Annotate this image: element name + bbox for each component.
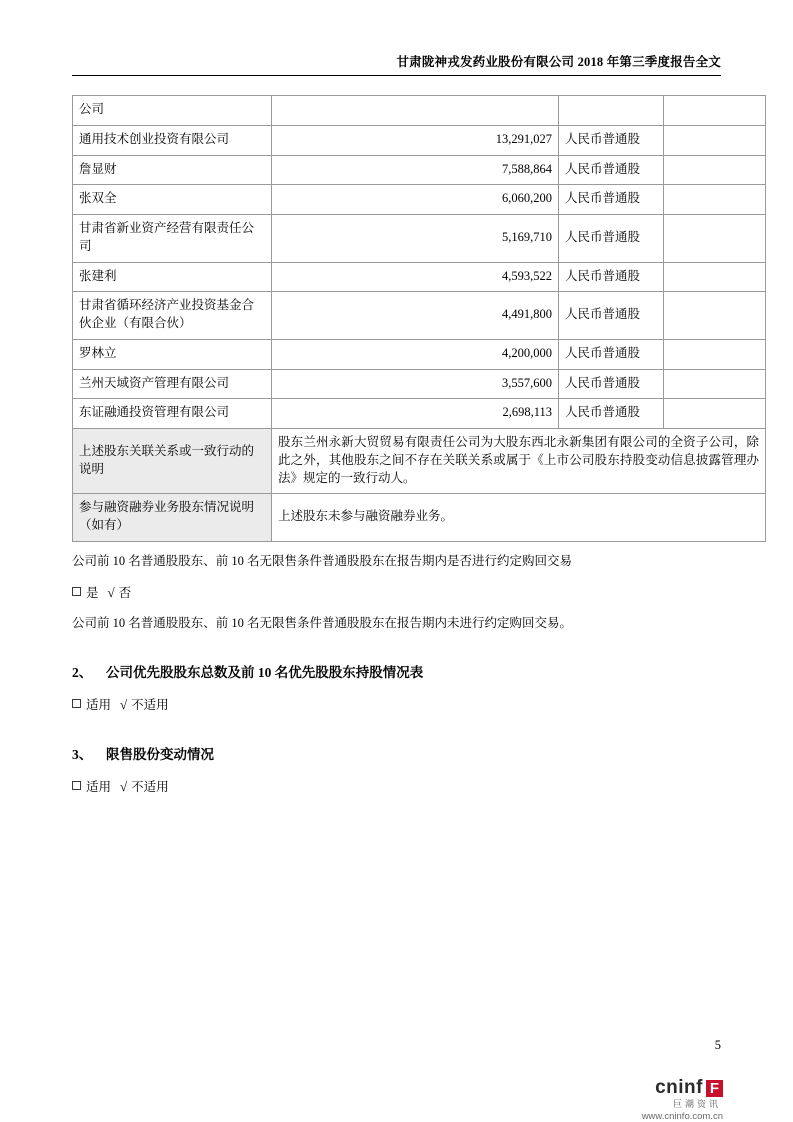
page-number: 5 — [714, 1038, 721, 1052]
shareholder-extra — [664, 96, 766, 126]
option-applicable-label: 适用 — [86, 698, 112, 713]
shareholder-extra — [664, 399, 766, 429]
shareholder-shares: 3,557,600 — [272, 369, 559, 399]
note-body: 股东兰州永新大贸贸易有限责任公司为大股东西北永新集团有限公司的全资子公司，除此之外，其他股东之间不存在关联关系或属于《上市公司股东持股变动信息披露管理办法》规定的一致行动人。 — [272, 429, 766, 494]
note-label: 参与融资融券业务股东情况说明（如有） — [73, 494, 272, 542]
section-number: 2、 — [72, 665, 93, 680]
shareholder-shares: 6,060,200 — [272, 185, 559, 215]
header-title: 甘肃陇神戎发药业股份有限公司 2018 年第三季度报告全文 — [396, 55, 721, 69]
brand-chinese-name: 巨潮资讯 — [672, 1098, 721, 1109]
shareholder-extra — [664, 125, 766, 155]
shareholder-name: 詹显财 — [73, 155, 272, 185]
shareholder-extra — [664, 339, 766, 369]
shareholder-name: 东证融通投资管理有限公司 — [73, 399, 272, 429]
shareholder-extra — [664, 292, 766, 340]
check-mark-icon: √ — [107, 584, 115, 600]
share-type: 人民币普通股 — [559, 369, 664, 399]
table-row — [73, 185, 766, 215]
share-type: 人民币普通股 — [559, 339, 664, 369]
option-yes-label: 是 — [86, 585, 99, 600]
shareholder-shares: 4,593,522 — [272, 262, 559, 292]
option-not-applicable-label: 不适用 — [131, 698, 169, 713]
shareholder-shares: 4,491,800 — [272, 292, 559, 340]
check-mark-icon: √ — [120, 697, 128, 713]
note-body: 上述股东未参与融资融券业务。 — [272, 494, 766, 542]
check-mark-icon: √ — [120, 779, 128, 795]
table-row — [73, 96, 766, 126]
table-row — [73, 369, 766, 399]
cninfo-logo — [642, 1078, 723, 1122]
share-type: 人民币普通股 — [559, 185, 664, 215]
note-label: 上述股东关联关系或一致行动的说明 — [73, 429, 272, 494]
brand-name: cninf — [655, 1077, 703, 1098]
share-type: 人民币普通股 — [559, 155, 664, 185]
shareholder-name: 甘肃省循环经济产业投资基金合伙企业（有限合伙） — [73, 292, 272, 340]
repurchase-question: 公司前 10 名普通股股东、前 10 名无限售条件普通股股东在报告期内是否进行约定购回交易 — [72, 553, 573, 568]
shareholder-name: 公司 — [73, 96, 272, 126]
checkbox-unchecked-icon[interactable] — [72, 587, 81, 596]
table-row — [73, 399, 766, 429]
header-rule — [72, 75, 721, 76]
section-heading-2 — [72, 663, 721, 683]
shareholders-table — [72, 95, 766, 542]
shareholder-name: 张建利 — [73, 262, 272, 292]
share-type: 人民币普通股 — [559, 215, 664, 263]
checkbox-unchecked-icon[interactable] — [72, 781, 81, 790]
repurchase-checkbox-group — [72, 583, 721, 603]
shareholder-extra — [664, 262, 766, 292]
brand-mark-icon: F — [706, 1080, 723, 1097]
shareholder-shares — [272, 96, 559, 126]
shareholder-name: 通用技术创业投资有限公司 — [73, 125, 272, 155]
checkbox-unchecked-icon[interactable] — [72, 699, 81, 708]
preferred-shares-checkbox-group — [72, 695, 721, 715]
brand-url: www.cninfo.com.cn — [641, 1110, 723, 1122]
shareholder-name: 甘肃省新业资产经营有限责任公司 — [73, 215, 272, 263]
repurchase-statement: 公司前 10 名普通股股东、前 10 名无限售条件普通股股东在报告期内未进行约定购回交易。 — [72, 616, 573, 631]
table-note-row — [73, 429, 766, 494]
shareholder-extra — [664, 185, 766, 215]
shareholder-shares: 5,169,710 — [272, 215, 559, 263]
table-row — [73, 292, 766, 340]
option-no-label: 否 — [118, 585, 132, 600]
option-applicable-label: 适用 — [86, 780, 112, 795]
table-row — [73, 155, 766, 185]
shareholder-extra — [664, 155, 766, 185]
shareholder-extra — [664, 215, 766, 263]
section-number: 3、 — [72, 747, 93, 762]
table-note-row — [73, 494, 766, 542]
section-title: 限售股份变动情况 — [106, 747, 214, 762]
brand-row — [642, 1078, 723, 1099]
section-heading-3 — [72, 745, 721, 765]
restricted-shares-checkbox-group — [72, 777, 721, 797]
shareholder-shares: 4,200,000 — [272, 339, 559, 369]
share-type: 人民币普通股 — [559, 125, 664, 155]
table-row — [73, 262, 766, 292]
section-title: 公司优先股股东总数及前 10 名优先股股东持股情况表 — [106, 665, 424, 680]
table-row — [73, 339, 766, 369]
share-type: 人民币普通股 — [559, 262, 664, 292]
shareholder-shares: 2,698,113 — [272, 399, 559, 429]
shareholder-name: 罗林立 — [73, 339, 272, 369]
share-type: 人民币普通股 — [559, 399, 664, 429]
shareholder-name: 张双全 — [73, 185, 272, 215]
page-header — [72, 0, 721, 76]
option-not-applicable-label: 不适用 — [131, 780, 169, 795]
shareholder-extra — [664, 369, 766, 399]
table-row — [73, 125, 766, 155]
shareholder-shares: 13,291,027 — [272, 125, 559, 155]
share-type — [559, 96, 664, 126]
table-row — [73, 215, 766, 263]
shareholder-name: 兰州天域资产管理有限公司 — [73, 369, 272, 399]
shareholder-shares: 7,588,864 — [272, 155, 559, 185]
share-type: 人民币普通股 — [559, 292, 664, 340]
